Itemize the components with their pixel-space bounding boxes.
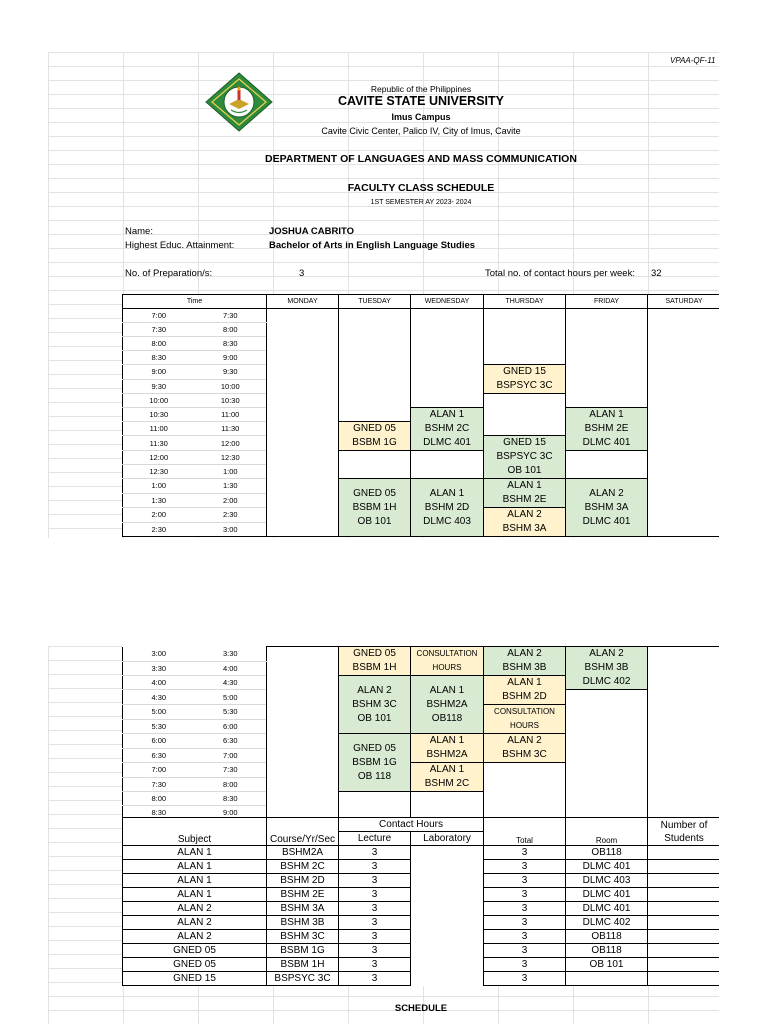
lecture-header: Lecture [339,832,411,846]
class-block-line: GNED 05 [353,648,396,659]
class-block-line: BSBM 1G [352,437,397,448]
students-cell [648,860,719,874]
class-block-wednesday [411,676,484,734]
lecture-cell: 3 [339,916,411,930]
class-block-wednesday [411,763,484,792]
time-start: 7:00 [123,763,195,778]
time-start: 7:00 [123,309,195,323]
time-end: 10:00 [195,379,267,394]
lecture-cell: 3 [339,888,411,902]
time-start: 5:30 [123,719,195,734]
course-cell: BSHM 3C [267,930,339,944]
class-block-friday [566,479,648,537]
time-start: 2:00 [123,508,195,523]
empty-slot-tuesday [339,792,411,820]
class-block-line: ALAN 1 [507,480,542,491]
class-block-line: OB 101 [507,465,542,476]
course-cell: BSHM 3B [267,916,339,930]
schedule-grid-morning [122,294,719,537]
students-cell [648,846,719,860]
university-name: CAVITE STATE UNIVERSITY [338,94,504,108]
time-end: 2:00 [195,493,267,508]
students-cell [648,972,719,986]
time-start: 11:00 [123,422,195,436]
time-end: 7:00 [195,748,267,763]
time-start: 12:00 [123,451,195,465]
class-block-line: BSBM 1H [352,662,397,673]
class-block-line: CONSULTATION [494,707,555,716]
students-cell [648,888,719,902]
schedule-page-1 [48,52,719,538]
time-start: 5:00 [123,705,195,720]
class-block-line: BSHM 3A [584,501,629,513]
empty-slot-wednesday [411,792,484,820]
time-start: 10:30 [123,408,195,422]
time-start: 7:30 [123,323,195,337]
class-block-line: ALAN 1 [589,409,624,420]
laboratory-cell [411,860,484,874]
laboratory-cell [411,930,484,944]
class-block-line: BSBM 1G [352,756,397,768]
class-block-line: ALAN 1 [429,684,465,696]
time-end: 9:00 [195,806,267,820]
class-block-line: DLMC 401 [582,437,631,448]
time-end: 12:30 [195,451,267,465]
class-block-line: DLMC 403 [423,515,471,527]
class-block-line: BSHM 2E [502,494,547,505]
students-cell [648,874,719,888]
students-cell [648,958,719,972]
laboratory-cell [411,874,484,888]
subject-cell: ALAN 2 [123,916,267,930]
summary-row [123,944,720,958]
students-header-line1: Number of [660,819,708,831]
class-block-tuesday [339,422,411,451]
empty-slot-monday [267,647,339,820]
summary-row [123,930,720,944]
laboratory-cell [411,916,484,930]
room-cell: OB 101 [566,958,648,972]
summary-row [123,972,720,986]
time-start: 6:30 [123,748,195,763]
time-end: 3:30 [195,647,267,662]
time-row [123,408,720,422]
class-block-thursday [484,436,566,479]
time-end: 12:00 [195,436,267,451]
day-header-saturday: SATURDAY [648,295,719,309]
time-row [123,479,720,494]
time-start: 3:00 [123,647,195,662]
laboratory-cell [411,846,484,860]
time-start: 8:30 [123,806,195,820]
time-start: 12:30 [123,465,195,479]
contact-hours-label: Total no. of contact hours per week: [485,268,635,279]
subject-cell: ALAN 1 [123,874,267,888]
summary-row [123,902,720,916]
document-title: FACULTY CLASS SCHEDULE [347,182,495,194]
class-block-thursday [484,479,566,508]
empty-slot-thursday [484,763,566,820]
lecture-cell: 3 [339,846,411,860]
class-block-line: DLMC 401 [582,515,631,527]
class-block-line: ALAN 2 [507,648,542,659]
contact-hours-header: Contact Hours [339,818,484,832]
time-end: 4:30 [195,676,267,690]
students-header [648,818,719,846]
lecture-cell: 3 [339,930,411,944]
empty-slot-thursday [484,394,566,436]
time-row [123,309,720,323]
time-row [123,451,720,465]
class-block-thursday [484,365,566,394]
class-block-line: BSHM 2C [424,778,470,789]
course-cell: BSPSYC 3C [267,972,339,986]
time-start: 9:30 [123,379,195,394]
class-block-wednesday [411,647,484,676]
students-header-line2: Students [664,832,704,844]
course-cell: BSBM 1H [267,958,339,972]
room-cell: OB118 [566,944,648,958]
laboratory-cell [411,902,484,916]
class-block-tuesday [339,647,411,676]
time-end: 11:30 [195,422,267,436]
class-block-line: BSHM 2C [424,423,470,434]
campus-address: Cavite Civic Center, Palico IV, City of Imus, Cavite [321,126,521,136]
laboratory-header: Laboratory [411,832,484,846]
republic-line: Republic of the Philippines [370,84,472,94]
preparations-label: No. of Preparation/s: [125,268,213,279]
preparations-value: 3 [299,268,305,279]
lecture-cell: 3 [339,874,411,888]
time-end: 8:00 [195,323,267,337]
subject-cell: ALAN 1 [123,860,267,874]
class-block-line: ALAN 1 [429,487,465,499]
schedule-grid-afternoon [122,646,719,820]
time-end: 3:00 [195,522,267,537]
class-block-line: BSBM 1H [352,501,397,513]
class-block-line: BSHM 3A [502,523,547,534]
class-block-line: GNED 05 [353,742,396,754]
total-cell: 3 [484,888,566,902]
room-cell: DLMC 401 [566,902,648,916]
room-cell: OB118 [566,930,648,944]
class-block-line: BSHM 2E [584,423,629,434]
class-block-line: DLMC 402 [582,676,631,687]
class-block-wednesday [411,408,484,451]
class-block-line: OB 101 [357,515,392,527]
class-block-line: ALAN 1 [429,764,465,775]
course-cell: BSBM 1G [267,944,339,958]
summary-row [123,916,720,930]
class-block-line: HOURS [510,721,539,730]
laboratory-cell [411,972,484,986]
class-block-line: GNED 05 [353,423,396,434]
laboratory-cell [411,958,484,972]
class-block-line: CONSULTATION [416,649,478,658]
room-header: Room [566,818,648,846]
time-end: 11:00 [195,408,267,422]
laboratory-cell [411,888,484,902]
lecture-cell: 3 [339,860,411,874]
total-header: Total [484,818,566,846]
time-end: 6:30 [195,734,267,749]
students-cell [648,944,719,958]
room-cell [566,972,648,986]
total-cell: 3 [484,972,566,986]
time-start: 6:00 [123,734,195,749]
class-block-friday [566,408,648,451]
time-start: 8:00 [123,792,195,806]
time-end: 8:00 [195,777,267,792]
time-end: 9:00 [195,351,267,365]
course-cell: BSHM 2C [267,860,339,874]
day-header-tuesday: TUESDAY [339,295,411,309]
class-block-line: BSHM 3C [502,749,547,760]
summary-row [123,874,720,888]
empty-slot-saturday [648,647,720,820]
class-block-line: BSHM 3B [584,662,629,673]
day-header-wednesday: WEDNESDAY [411,295,484,309]
time-end: 1:30 [195,479,267,494]
class-block-line: BSPSYC 3C [496,451,553,462]
class-block-line: ALAN 2 [589,648,624,659]
class-block-line: ALAN 1 [507,677,542,688]
room-cell: DLMC 401 [566,888,648,902]
total-cell: 3 [484,860,566,874]
schedule-page-2 [48,646,719,1024]
class-block-line: ALAN 2 [507,735,542,746]
subject-header: Subject [123,818,267,846]
time-end: 9:30 [195,365,267,380]
course-cell: BSHM2A [267,846,339,860]
class-block-thursday [484,734,566,763]
lecture-cell: 3 [339,972,411,986]
total-cell: 3 [484,902,566,916]
subject-cell: ALAN 1 [123,846,267,860]
subject-cell: GNED 05 [123,944,267,958]
class-block-line: ALAN 1 [429,735,465,746]
class-block-line: GNED 15 [503,437,546,448]
education-value: Bachelor of Arts in English Language Studies [269,240,476,251]
day-header-thursday: THURSDAY [484,295,566,309]
students-cell [648,902,719,916]
time-start: 4:30 [123,690,195,705]
summary-row [123,860,720,874]
class-block-line: BSHM 3C [352,698,397,710]
time-start: 2:30 [123,522,195,537]
summary-row [123,958,720,972]
course-cell: BSHM 2E [267,888,339,902]
form-code: VPAA-QF-11 [670,56,716,65]
time-start: 4:00 [123,676,195,690]
education-label: Highest Educ. Attainment: [125,240,235,251]
empty-slot-friday [566,309,648,408]
course-header: Course/Yr/Sec [267,818,339,846]
class-block-thursday [484,647,566,676]
department-name: DEPARTMENT OF LANGUAGES AND MASS COMMUNICATION [265,153,577,165]
class-block-line: HOURS [432,663,462,672]
class-block-line: ALAN 2 [589,487,624,499]
class-block-line: ALAN 1 [429,409,465,420]
empty-slot-monday [267,309,339,537]
subject-cell: ALAN 1 [123,888,267,902]
class-block-line: BSHM 2D [502,691,547,702]
total-cell: 3 [484,874,566,888]
class-block-line: BSPSYC 3C [496,380,553,391]
empty-slot-wednesday [411,451,484,479]
class-block-tuesday [339,479,411,537]
time-start: 7:30 [123,777,195,792]
time-start: 3:30 [123,661,195,676]
time-row [123,647,720,662]
class-block-thursday [484,705,566,734]
class-block-tuesday [339,676,411,734]
time-start: 8:00 [123,337,195,351]
empty-slot-wednesday [411,309,484,408]
total-cell: 3 [484,958,566,972]
subject-cell: GNED 05 [123,958,267,972]
total-cell: 3 [484,944,566,958]
course-cell: BSHM 2D [267,874,339,888]
subject-summary-table [122,817,719,986]
class-block-wednesday [411,734,484,763]
time-end: 4:00 [195,661,267,676]
time-end: 8:30 [195,337,267,351]
time-start: 1:30 [123,493,195,508]
schedule-footer-label: SCHEDULE [394,1003,448,1014]
summary-row [123,846,720,860]
empty-slot-friday [566,690,648,820]
summary-row [123,888,720,902]
room-cell: OB118 [566,846,648,860]
class-block-line: GNED 15 [503,366,546,377]
subject-cell: GNED 15 [123,972,267,986]
students-cell [648,930,719,944]
time-start: 8:30 [123,351,195,365]
class-block-line: DLMC 401 [423,437,471,448]
time-start: 1:00 [123,479,195,494]
class-block-tuesday [339,734,411,792]
day-header-monday: MONDAY [267,295,339,309]
time-start: 10:00 [123,394,195,408]
class-block-friday [566,647,648,690]
room-cell: DLMC 403 [566,874,648,888]
campus-name: Imus Campus [391,112,451,122]
name-label: Name: [125,226,153,237]
empty-slot-friday [566,451,648,479]
time-header: Time [123,295,267,309]
time-end: 5:30 [195,705,267,720]
class-block-line: BSHM 3B [502,662,547,673]
time-start: 9:00 [123,365,195,380]
class-block-line: OB 101 [357,712,392,724]
contact-hours-value: 32 [651,268,662,279]
laboratory-cell [411,944,484,958]
class-block-thursday [484,676,566,705]
class-block-line: BSHM2A [426,698,468,710]
empty-slot-tuesday [339,309,411,422]
time-end: 1:00 [195,465,267,479]
total-cell: 3 [484,930,566,944]
lecture-cell: 3 [339,944,411,958]
time-end: 7:30 [195,763,267,778]
class-block-thursday [484,508,566,537]
room-cell: DLMC 402 [566,916,648,930]
time-end: 10:30 [195,394,267,408]
room-cell: DLMC 401 [566,860,648,874]
semester-label: 1ST SEMESTER AY 2023- 2024 [370,199,472,206]
total-cell: 3 [484,846,566,860]
empty-slot-saturday [648,309,719,537]
subject-cell: ALAN 2 [123,930,267,944]
time-end: 6:00 [195,719,267,734]
day-header-friday: FRIDAY [566,295,648,309]
class-block-line: OB 118 [357,770,392,782]
lecture-cell: 3 [339,902,411,916]
course-cell: BSHM 3A [267,902,339,916]
class-block-line: OB118 [431,712,463,724]
total-cell: 3 [484,916,566,930]
subject-cell: ALAN 2 [123,902,267,916]
faculty-name: JOSHUA CABRITO [269,226,354,237]
class-block-wednesday [411,479,484,537]
class-block-line: BSHM 2D [424,501,470,513]
time-end: 8:30 [195,792,267,806]
empty-slot-tuesday [339,451,411,479]
class-block-line: ALAN 2 [357,684,392,696]
time-end: 7:30 [195,309,267,323]
lecture-cell: 3 [339,958,411,972]
time-start: 11:30 [123,436,195,451]
time-end: 2:30 [195,508,267,523]
class-block-line: BSHM2A [426,749,468,760]
students-cell [648,916,719,930]
class-block-line: ALAN 2 [507,509,542,520]
empty-slot-thursday [484,309,566,365]
time-end: 5:00 [195,690,267,705]
class-block-line: GNED 05 [353,487,396,499]
